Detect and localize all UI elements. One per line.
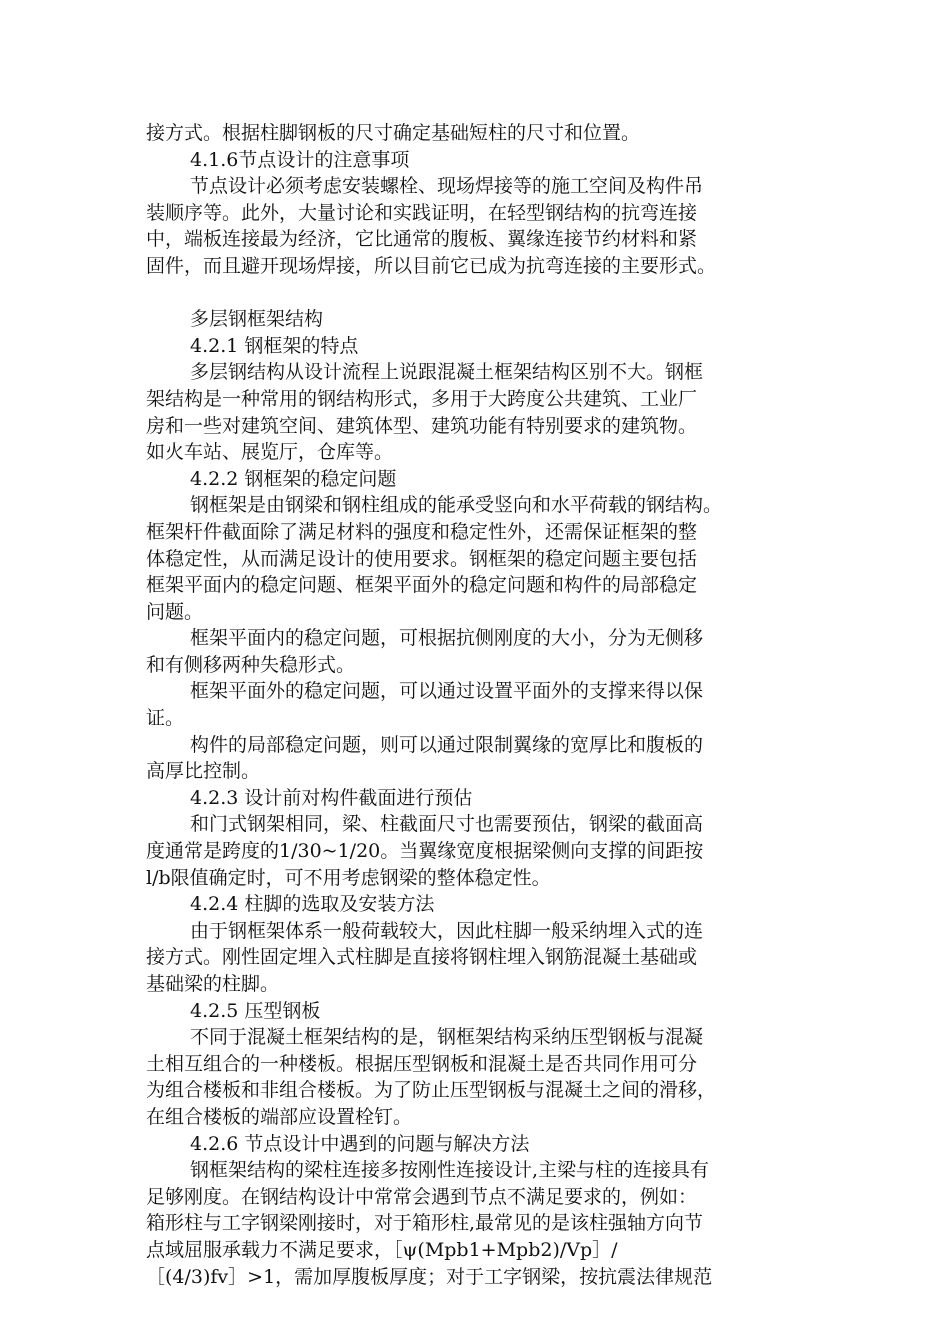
paragraph-line: 房和一些对建筑空间、建筑体型、建筑功能有特别要求的建筑物。 <box>146 414 698 437</box>
paragraph-line: 和有侧移两种失稳形式。 <box>146 653 356 676</box>
paragraph-line: 框架平面外的稳定问题，可以通过设置平面外的支撑来得以保 <box>190 680 704 703</box>
paragraph-line: 体稳定性，从而满足设计的使用要求。钢框架的稳定问题主要包括 <box>146 547 698 570</box>
paragraph-line: 中，端板连接最为经济，它比通常的腹板、翼缘连接节约材料和紧 <box>146 228 698 251</box>
paragraph-line: l/b限值确定时，可不用考虑钢梁的整体稳定性。 <box>146 866 551 889</box>
paragraph-line: 箱形柱与工字钢梁刚接时，对于箱形柱,最常见的是该柱强轴方向节 <box>146 1212 704 1235</box>
paragraph-line: 钢框架结构的梁柱连接多按刚性连接设计,主梁与柱的连接具有 <box>190 1159 710 1182</box>
paragraph-line: 固件，而且避开现场焊接，所以目前它已成为抗弯连接的主要形式。 <box>146 254 717 277</box>
section-heading-4-2-2: 4.2.2 钢框架的稳定问题 <box>190 467 397 490</box>
paragraph-line: 高厚比控制。 <box>146 760 261 783</box>
paragraph-line: 多层钢结构从设计流程上说跟混凝土框架结构区别不大。钢框 <box>190 361 704 384</box>
paragraph-line: 接方式。刚性固定埋入式柱脚是直接将钢柱埋入钢筋混凝土基础或 <box>146 946 698 969</box>
paragraph-line: 架结构是一种常用的钢结构形式，多用于大跨度公共建筑、工业厂 <box>146 387 698 410</box>
paragraph-line: 度通常是跨度的1/30~1/20。当翼缘宽度根据梁侧向支撑的间距按 <box>146 840 704 863</box>
blank-line <box>146 280 806 307</box>
section-heading-4-2-4: 4.2.4 柱脚的选取及安装方法 <box>190 893 435 916</box>
paragraph-line: 土相互组合的一种楼板。根据压型钢板和混凝土是否共同作用可分 <box>146 1052 698 1075</box>
paragraph-line: ［(4/3)fv］>1，需加厚腹板厚度；对于工字钢梁，按抗震法律规范 <box>146 1265 713 1288</box>
paragraph-line: 由于钢框架体系一般荷载较大，因此柱脚一般采纳埋入式的连 <box>190 919 704 942</box>
paragraph-line: 构件的局部稳定问题，则可以通过限制翼缘的宽厚比和腹板的 <box>190 733 704 756</box>
paragraph-line: 足够刚度。在钢结构设计中常常会遇到节点不满足要求的，例如： <box>146 1185 698 1208</box>
paragraph-line: 如火车站、展览厅，仓库等。 <box>146 441 394 464</box>
section-heading-4-2-6: 4.2.6 节点设计中遇到的问题与解决方法 <box>190 1132 530 1155</box>
paragraph-line: 框架平面内的稳定问题、框架平面外的稳定问题和构件的局部稳定 <box>146 574 698 597</box>
paragraph-line: 不同于混凝土框架结构的是，钢框架结构采纳压型钢板与混凝 <box>190 1026 704 1049</box>
section-heading-4-2-1: 4.2.1 钢框架的特点 <box>190 334 359 357</box>
paragraph-line: 在组合楼板的端部应设置栓钉。 <box>146 1105 413 1128</box>
paragraph-line: 装顺序等。此外，大量讨论和实践证明，在轻型钢结构的抗弯连接 <box>146 201 698 224</box>
chapter-heading: 多层钢框架结构 <box>190 308 324 331</box>
paragraph-line: 问题。 <box>146 600 204 623</box>
document-body <box>146 120 806 1290</box>
paragraph-line: 点域屈服承载力不满足要求，［ψ(Mpb1+Mpb2)/Vp］/ <box>146 1238 618 1261</box>
paragraph-line: 框架杆件截面除了满足材料的强度和稳定性外，还需保证框架的整 <box>146 520 698 543</box>
paragraph-line: 接方式。根据柱脚钢板的尺寸确定基础短柱的尺寸和位置。 <box>146 122 641 144</box>
paragraph-line: 节点设计必须考虑安装螺栓、现场焊接等的施工空间及构件吊 <box>190 175 704 198</box>
paragraph-line: 框架平面内的稳定问题，可根据抗侧刚度的大小，分为无侧移 <box>190 627 704 650</box>
section-heading-4-1-6: 4.1.6节点设计的注意事项 <box>190 148 410 171</box>
paragraph-line: 基础梁的柱脚。 <box>146 973 280 995</box>
paragraph-line: 为组合楼板和非组合楼板。为了防止压型钢板与混凝土之间的滑移， <box>146 1079 717 1102</box>
paragraph-line: 证。 <box>146 707 185 730</box>
section-heading-4-2-5: 4.2.5 压型钢板 <box>190 999 321 1022</box>
paragraph-line: 钢框架是由钢梁和钢柱组成的能承受竖向和水平荷载的钢结构。 <box>190 494 723 517</box>
section-heading-4-2-3: 4.2.3 设计前对构件截面进行预估 <box>190 786 473 809</box>
paragraph-line: 和门式钢架相同，梁、柱截面尺寸也需要预估，钢梁的截面高 <box>190 813 704 836</box>
